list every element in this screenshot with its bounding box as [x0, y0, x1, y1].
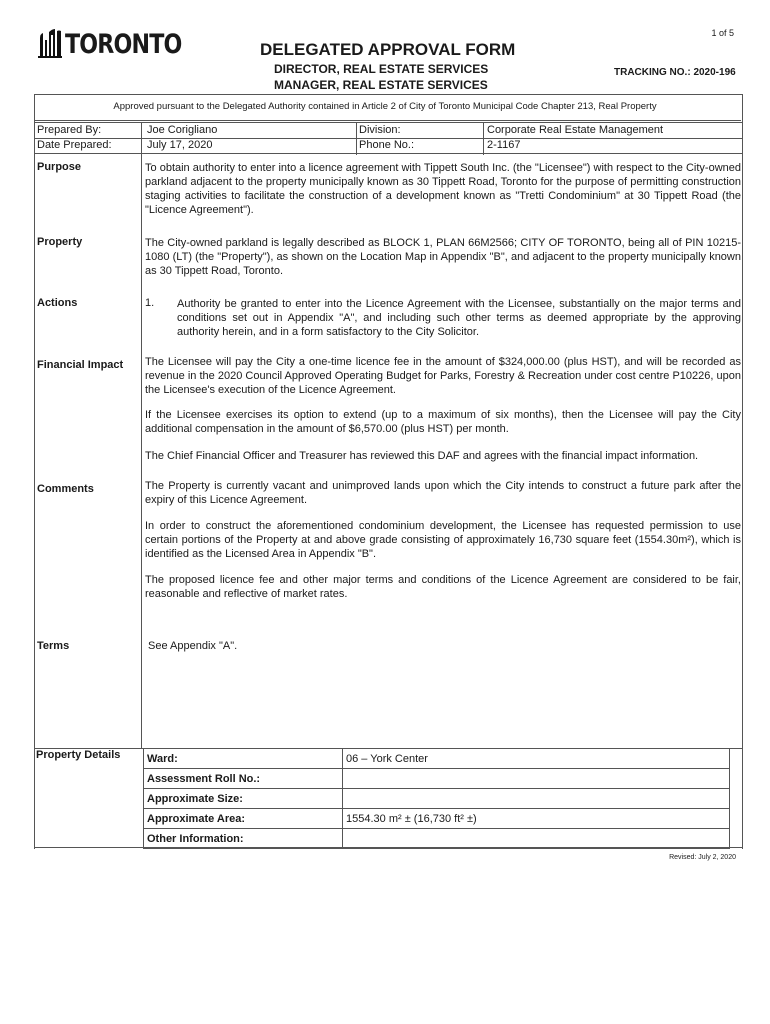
assessment-roll-value — [343, 769, 730, 789]
action-text: Authority be granted to enter into the Licence Agreement with the Licensee, substantially on the major terms and conditions set out in Appendix "A", and including such other terms as deemed appropriate by the approving authority herein, and in a form satisfactory to the City Solicitor. — [177, 298, 741, 338]
form-subtitle-manager: MANAGER, REAL ESTATE SERVICES — [274, 78, 488, 92]
property-text: The City-owned parkland is legally described as BLOCK 1, PLAN 66M2566; CITY OF TORONTO, being all of PIN 10215-1080 (LT) (the "Property"), as shown on the Location Map in Appendix "B", and adjacent to the property municipally known as 30 Tippett Road, Toronto. — [145, 237, 741, 277]
date-prepared-label: Date Prepared: — [37, 139, 112, 151]
terms-label: Terms — [37, 640, 70, 652]
financial-impact-label: Financial Impact — [37, 359, 124, 371]
date-prepared-value: July 17, 2020 — [147, 139, 213, 151]
table-row — [144, 789, 730, 809]
property-details-label: Property Details — [36, 749, 121, 761]
other-information-value — [343, 829, 730, 849]
city-hall-icon — [38, 28, 62, 58]
approximate-size-label: Approximate Size: — [144, 789, 343, 809]
financial-impact-text-2: If the Licensee exercises its option to extend (up to a maximum of six months), then the Licensee will pay the City additional compensation in the amount of $6,570.00 (plus HST) per month. — [145, 409, 741, 435]
other-information-label: Other Information: — [144, 829, 343, 849]
form-subtitle-director: DIRECTOR, REAL ESTATE SERVICES — [274, 62, 489, 76]
comments-label: Comments — [37, 483, 94, 495]
header-divider — [356, 122, 357, 155]
comments-text-2: In order to construct the aforementioned condominium development, the Licensee has requested permission to use certain portions of the Property at and above grade consisting of approximately 16,730 square feet (1554.30m²), which is identified as the Licensed Area in Appendix "B". — [145, 520, 741, 560]
phone-value: 2-1167 — [487, 139, 521, 151]
action-number: 1. — [145, 297, 155, 309]
approximate-area-value: 1554.30 m² ± (16,730 ft² ±) — [343, 809, 730, 829]
logo-text: TORONTO — [65, 29, 182, 60]
terms-text: See Appendix "A". — [148, 640, 238, 652]
ward-value: 06 – York Center — [343, 749, 730, 769]
form-title: DELEGATED APPROVAL FORM — [260, 40, 516, 59]
table-row — [144, 809, 730, 829]
approximate-size-value — [343, 789, 730, 809]
assessment-roll-label: Assessment Roll No.: — [144, 769, 343, 789]
page-number: 1 of 5 — [711, 28, 734, 38]
comments-text-3: The proposed licence fee and other major terms and conditions of the Licence Agreement are considered to be fair, reasonable and reflective of market rates. — [145, 574, 741, 600]
prepared-by-label: Prepared By: — [37, 124, 102, 136]
header-divider — [141, 122, 142, 155]
approximate-area-label: Approximate Area: — [144, 809, 343, 829]
comments-text-1: The Property is currently vacant and unimproved lands upon which the City intends to construct a future park after the expiry of this Licence Agreement. — [145, 480, 741, 506]
table-row — [144, 829, 730, 849]
body-column-divider — [141, 155, 142, 748]
header-divider — [483, 122, 484, 155]
prepared-by-value: Joe Corigliano — [147, 124, 218, 136]
property-details-table — [143, 748, 730, 849]
table-row — [144, 769, 730, 789]
actions-label: Actions — [37, 297, 78, 309]
financial-impact-text-3: The Chief Financial Officer and Treasurer has reviewed this DAF and agrees with the financial impact information. — [145, 450, 699, 462]
table-row — [144, 749, 730, 769]
toronto-logo — [38, 28, 207, 58]
ward-label: Ward: — [144, 749, 343, 769]
property-label: Property — [37, 236, 83, 248]
division-value: Corporate Real Estate Management — [487, 124, 664, 136]
purpose-text: To obtain authority to enter into a licence agreement with Tippett South Inc. (the "Licensee") with respect to the City-owned parkland adjacent to the property municipally known as 30 Tippett Road, Toronto for the purpose of permitting construction staging activities to facilitate the construction of a development known as "Tretti Condominium" at 30 Tippett Road (the "Licence Agreement"). — [145, 162, 741, 216]
authority-statement: Approved pursuant to the Delegated Authority contained in Article 2 of City of Toronto Municipal Code Chapter 213, Real Property — [113, 101, 657, 112]
financial-impact-text-1: The Licensee will pay the City a one-time licence fee in the amount of $324,000.00 (plus HST), and will be recorded as revenue in the 2020 Council Approved Operating Budget for Parks, Forestry & Recreation under cost centre P10226, upon the Licensee's execution of the Licence Agreement. — [145, 356, 741, 396]
purpose-label: Purpose — [37, 161, 82, 173]
phone-label: Phone No.: — [359, 139, 415, 151]
tracking-number: TRACKING NO.: 2020-196 — [614, 67, 736, 78]
revised-date: Revised: July 2, 2020 — [669, 854, 736, 861]
division-label: Division: — [359, 124, 401, 136]
